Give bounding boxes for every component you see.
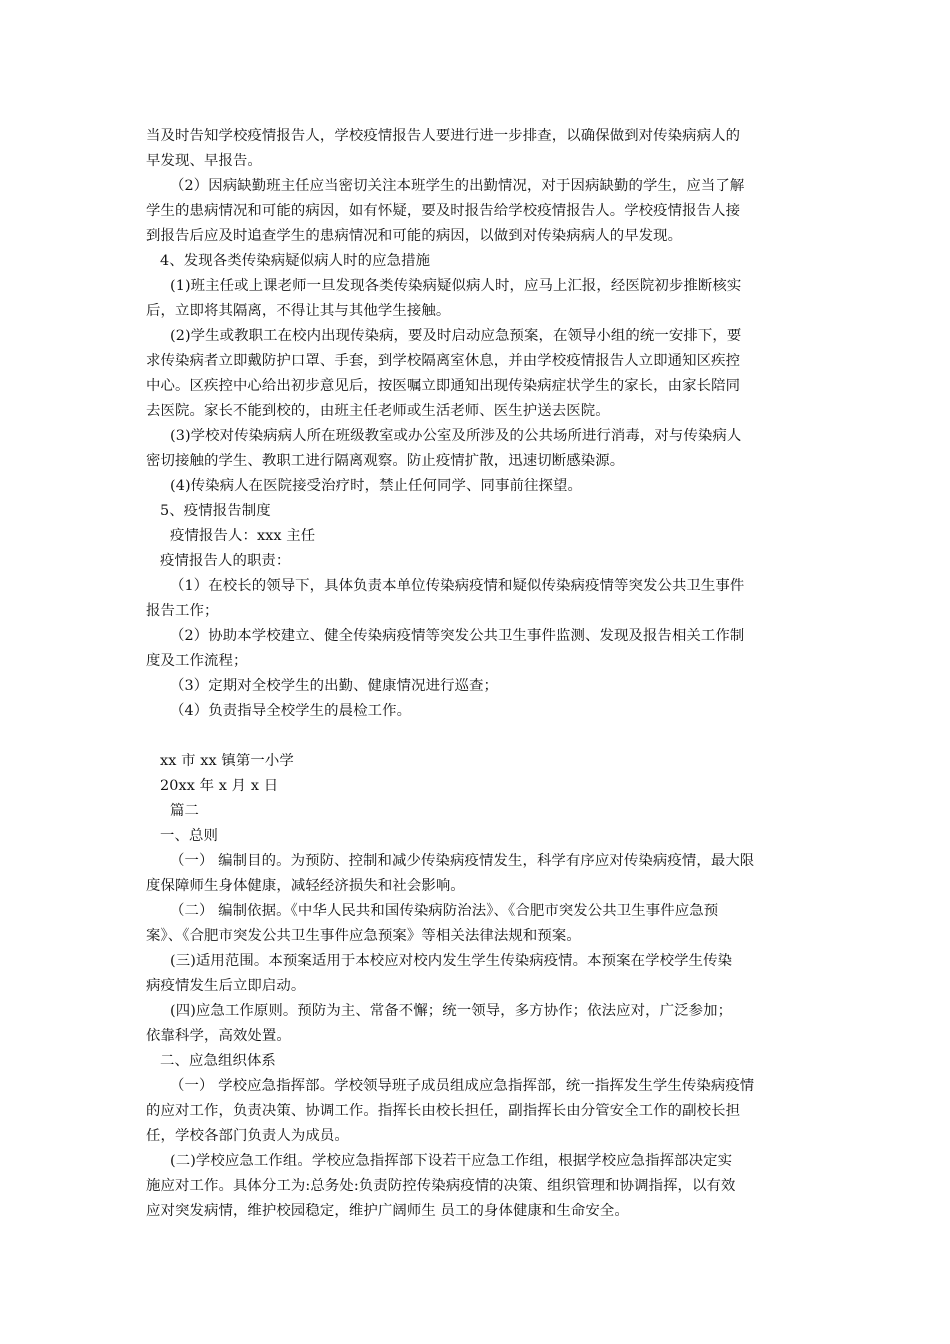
- text-line: 中心。区疾控中心给出初步意见后，按医嘱立即通知出现传染病症状学生的家长，由家长陪同: [146, 378, 741, 394]
- section-heading: 一、总则: [160, 828, 218, 844]
- text-line: 施应对工作。具体分工为:总务处:负责防控传染病疫情的决策、组织管理和协调指挥，以有效: [146, 1178, 736, 1194]
- text-line: （一） 编制目的。为预防、控制和减少传染病疫情发生，科学有序应对传染病疫情，最大限: [170, 853, 755, 869]
- text-line: （4）负责指导全校学生的晨检工作。: [170, 703, 412, 719]
- text-line: 度及工作流程；: [146, 653, 248, 669]
- text-line: (4)传染病人在医院接受治疗时，禁止任何同学、同事前往探望。: [170, 478, 582, 494]
- text-line: （2）协助本学校建立、健全传染病疫情等突发公共卫生事件监测、发现及报告相关工作制: [170, 628, 745, 644]
- text-line: 疫情报告人：xxx 主任: [170, 528, 316, 544]
- text-line: 病疫情发生后立即启动。: [146, 978, 306, 994]
- text-line: （2）因病缺勤班主任应当密切关注本班学生的出勤情况，对于因病缺勤的学生，应当了解: [170, 178, 745, 194]
- text-line: 任，学校各部门负责人为成员。: [146, 1128, 349, 1144]
- text-line: (三)适用范围。本预案适用于本校应对校内发生学生传染病疫情。本预案在学校学生传染: [170, 953, 733, 969]
- text-line: 密切接触的学生、教职工进行隔离观察。防止疫情扩散，迅速切断感染源。: [146, 453, 625, 469]
- text-line: 依靠科学，高效处置。: [146, 1028, 291, 1044]
- text-line: (1)班主任或上课老师一旦发现各类传染病疑似病人时，应马上汇报，经医院初步推断核实: [170, 278, 742, 294]
- text-line: 报告工作；: [146, 603, 219, 619]
- signature-date: 20xx 年 x 月 x 日: [160, 778, 279, 794]
- text-line: (二)学校应急工作组。学校应急指挥部下设若干应急工作组，根据学校应急指挥部决定实: [170, 1153, 733, 1169]
- text-line: （3）定期对全校学生的出勤、健康情况进行巡查；: [170, 678, 499, 694]
- section-heading: 二、应急组织体系: [160, 1053, 276, 1069]
- text-line: 应对突发病情，维护校园稳定，维护广阔师生 员工的身体健康和生命安全。: [146, 1203, 629, 1219]
- text-line: 求传染病者立即戴防护口罩、手套，到学校隔离室休息，并由学校疫情报告人立即通知区疾控: [146, 353, 741, 369]
- section-title: 篇二: [170, 803, 199, 819]
- text-line: (2)学生或教职工在校内出现传染病，要及时启动应急预案，在领导小组的统一安排下，要: [170, 328, 742, 344]
- section-heading: 5、疫情报告制度: [160, 503, 271, 519]
- text-line: （1）在校长的领导下，具体负责本单位传染病疫情和疑似传染病疫情等突发公共卫生事件: [170, 578, 745, 594]
- text-line: 学生的患病情况和可能的病因，如有怀疑，要及时报告给学校疫情报告人。学校疫情报告人接: [146, 203, 741, 219]
- text-line: 案》、《合肥市突发公共卫生事件应急预案》等相关法律法规和预案。: [146, 928, 581, 944]
- text-line: 的应对工作，负责决策、协调工作。指挥长由校长担任，副指挥长由分管安全工作的副校长担: [146, 1103, 741, 1119]
- text-line: 后，立即将其隔离，不得让其与其他学生接触。: [146, 303, 451, 319]
- section-heading: 4、发现各类传染病疑似病人时的应急措施: [160, 253, 431, 269]
- text-line: (3)学校对传染病病人所在班级教室或办公室及所涉及的公共场所进行消毒，对与传染病人: [170, 428, 742, 444]
- text-line: 度保障师生身体健康，减轻经济损失和社会影响。: [146, 878, 465, 894]
- signature-organization: xx 市 xx 镇第一小学: [160, 753, 294, 769]
- text-line: 疫情报告人的职责：: [160, 553, 291, 569]
- text-line: (四)应急工作原则。预防为主、常备不懈；统一领导，多方协作；依法应对，广泛参加；: [170, 1003, 733, 1019]
- text-line: 去医院。家长不能到校的，由班主任老师或生活老师、医生护送去医院。: [146, 403, 610, 419]
- text-line: （二） 编制依据。《中华人民共和国传染病防治法》、《合肥市突发公共卫生事件应急预: [170, 903, 719, 919]
- text-line: 早发现、早报告。: [146, 153, 262, 169]
- text-line: 当及时告知学校疫情报告人，学校疫情报告人要进行进一步排查，以确保做到对传染病病人的: [146, 128, 741, 144]
- text-line: 到报告后应及时追查学生的患病情况和可能的病因，以做到对传染病病人的早发现。: [146, 228, 683, 244]
- text-line: （一） 学校应急指挥部。学校领导班子成员组成应急指挥部，统一指挥发生学生传染病疫情: [170, 1078, 755, 1094]
